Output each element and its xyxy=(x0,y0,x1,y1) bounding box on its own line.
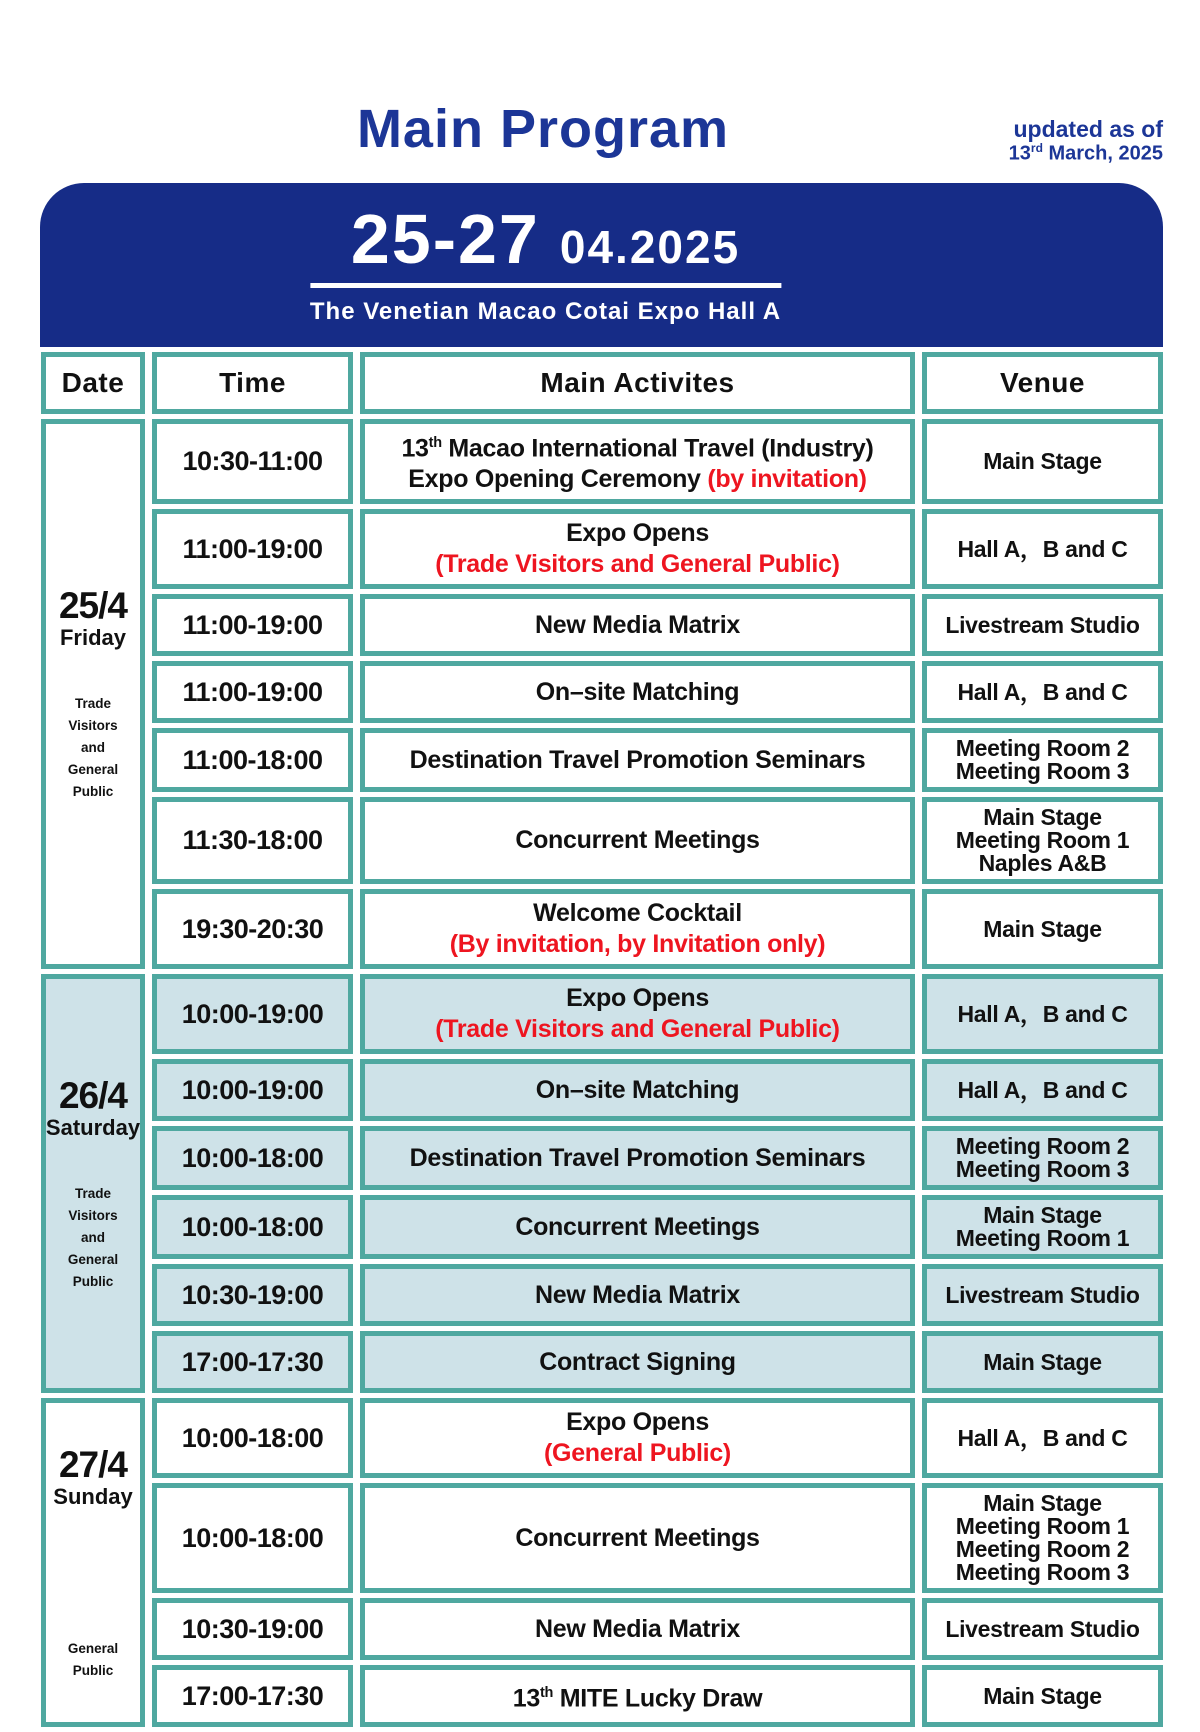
venue-line: Meeting Room 2 xyxy=(955,1133,1130,1160)
activity-line xyxy=(408,464,866,495)
header-cell-date: Date xyxy=(41,352,145,414)
activity-cell xyxy=(360,1264,915,1326)
date-label: 26/4 xyxy=(58,1074,127,1116)
venue-line: Livestream Studio xyxy=(945,1281,1140,1308)
activity-cell xyxy=(360,1398,915,1478)
activity-line xyxy=(544,1438,731,1469)
time-cell: 10:00-18:00 xyxy=(152,1483,353,1593)
activity-cell xyxy=(360,661,915,723)
time-cell: 10:30-11:00 xyxy=(152,419,353,504)
text-segment: Macao International Travel (Industry) xyxy=(441,434,874,463)
activity-cell xyxy=(360,594,915,656)
header-cell-main-activites: Main Activites xyxy=(360,352,915,414)
activity-cell xyxy=(360,974,915,1054)
time-cell: 10:00-18:00 xyxy=(152,1126,353,1190)
day-section-27-4 xyxy=(41,1398,1163,1727)
audience-line: and xyxy=(80,1229,105,1245)
ordinal-superscript: th xyxy=(428,435,442,451)
activity-line xyxy=(536,677,740,708)
text-segment: Destination Travel Promotion Seminars xyxy=(409,1143,866,1172)
activity-line xyxy=(513,1678,762,1714)
venue-cell xyxy=(922,889,1163,969)
page-title: Main Program xyxy=(356,99,730,160)
activity-line xyxy=(566,518,709,549)
venue-line: Meeting Room 1 xyxy=(955,827,1130,854)
updated-note-date: 13rd March, 2025 xyxy=(1008,141,1163,166)
text-segment: Concurrent Meetings xyxy=(515,1212,760,1241)
venue-line: Main Stage xyxy=(983,1202,1102,1229)
venue-cell xyxy=(922,1398,1163,1478)
text-segment: On–site Matching xyxy=(535,677,740,706)
activity-line xyxy=(535,1280,740,1311)
activity-line xyxy=(535,610,740,641)
venue-cell xyxy=(922,797,1163,884)
audience-label xyxy=(54,1638,132,1682)
text-segment: Destination Travel Promotion Seminars xyxy=(409,745,866,774)
venue-line: Meeting Room 2 xyxy=(955,735,1130,762)
text-segment: Concurrent Meetings xyxy=(515,826,760,855)
ordinal-superscript: rd xyxy=(1030,141,1043,156)
text-segment: On–site Matching xyxy=(535,1075,740,1104)
banner-divider xyxy=(310,283,781,288)
time-cell: 10:00-19:00 xyxy=(152,974,353,1054)
event-banner xyxy=(40,183,1163,347)
activity-line xyxy=(401,428,873,464)
activity-line xyxy=(450,929,826,960)
venue-line: Main Stage xyxy=(983,1682,1102,1709)
text-segment: Concurrent Meetings xyxy=(515,1523,760,1552)
activity-cell xyxy=(360,1331,915,1393)
venue-cell xyxy=(922,1598,1163,1660)
venue-line: Main Stage xyxy=(983,448,1102,475)
activity-line xyxy=(435,1014,839,1045)
activity-line xyxy=(515,1212,759,1243)
activity-line xyxy=(515,825,759,856)
time-cell: 11:00-19:00 xyxy=(152,661,353,723)
event-date-range: 25-27 xyxy=(350,200,540,278)
activity-line xyxy=(539,1347,736,1378)
time-cell: 10:00-18:00 xyxy=(152,1398,353,1478)
updated-note-line1: updated as of xyxy=(1013,116,1163,142)
table-header-row xyxy=(41,352,1163,414)
event-banner-content xyxy=(310,183,781,332)
time-cell: 11:30-18:00 xyxy=(152,797,353,884)
venue-cell xyxy=(922,1195,1163,1259)
time-cell: 11:00-18:00 xyxy=(152,728,353,792)
text-segment: New Media Matrix xyxy=(535,1614,740,1643)
ordinal-superscript: th xyxy=(539,1685,554,1702)
date-label: 25/4 xyxy=(58,585,127,627)
header-cell-venue: Venue xyxy=(922,352,1163,414)
text-segment: 13 xyxy=(512,1684,540,1713)
day-label: Friday xyxy=(59,625,127,651)
program-table xyxy=(41,352,1163,1732)
time-cell: 17:00-17:30 xyxy=(152,1331,353,1393)
venue-cell xyxy=(922,1126,1163,1190)
text-segment: 13 xyxy=(401,434,429,463)
venue-line: Hall A，B and C xyxy=(957,678,1128,705)
venue-line: Meeting Room 3 xyxy=(955,758,1130,785)
venue-line: Main Stage xyxy=(983,804,1102,831)
text-segment: Expo Opens xyxy=(566,519,709,548)
venue-cell xyxy=(922,1331,1163,1393)
venue-cell xyxy=(922,1665,1163,1727)
highlighted-text: (General Public) xyxy=(544,1439,731,1468)
venue-line: Livestream Studio xyxy=(945,611,1140,638)
date-cell xyxy=(41,1398,145,1727)
activity-cell xyxy=(360,728,915,792)
activity-cell xyxy=(360,1598,915,1660)
text-segment: MITE Lucky Draw xyxy=(553,1684,763,1713)
audience-line: Trade Visitors xyxy=(68,1185,118,1223)
day-section-25-4 xyxy=(41,419,1163,969)
venue-line: Main Stage xyxy=(983,1348,1102,1375)
audience-line: Trade Visitors xyxy=(68,696,118,734)
event-venue-line: The Venetian Macao Cotai Expo Hall A xyxy=(309,298,782,325)
venue-line: Hall A，B and C xyxy=(957,1076,1128,1103)
activity-line xyxy=(410,745,866,776)
venue-line: Hall A，B and C xyxy=(957,535,1128,562)
date-cell xyxy=(41,419,145,969)
venue-cell xyxy=(922,1264,1163,1326)
venue-line: Meeting Room 1 xyxy=(955,1513,1130,1540)
venue-line: Meeting Room 3 xyxy=(955,1156,1130,1183)
activity-cell xyxy=(360,889,915,969)
day-section-26-4 xyxy=(41,974,1163,1393)
text-segment: Expo Opening Ceremony xyxy=(408,465,708,494)
time-cell: 10:30-19:00 xyxy=(152,1598,353,1660)
audience-line: and xyxy=(80,740,105,756)
highlighted-text: (By invitation, by Invitation only) xyxy=(449,930,826,959)
activity-line xyxy=(533,898,742,929)
venue-cell xyxy=(922,594,1163,656)
venue-cell xyxy=(922,509,1163,589)
audience-line: General Public xyxy=(67,1640,119,1678)
time-cell: 11:00-19:00 xyxy=(152,509,353,589)
activity-cell xyxy=(360,1483,915,1593)
venue-line: Meeting Room 1 xyxy=(955,1225,1130,1252)
highlighted-text: (Trade Visitors and General Public) xyxy=(435,1015,840,1044)
audience-label xyxy=(54,693,132,803)
audience-line: General Public xyxy=(67,1251,119,1289)
activity-line xyxy=(566,1407,709,1438)
activity-cell xyxy=(360,1195,915,1259)
time-cell: 10:00-18:00 xyxy=(152,1195,353,1259)
venue-cell xyxy=(922,1483,1163,1593)
time-cell: 19:30-20:30 xyxy=(152,889,353,969)
time-cell: 10:30-19:00 xyxy=(152,1264,353,1326)
text-segment: Contract Signing xyxy=(539,1347,736,1376)
activity-line xyxy=(515,1523,759,1554)
activity-cell xyxy=(360,1126,915,1190)
venue-line: Main Stage xyxy=(983,1490,1102,1517)
day-label: Saturday xyxy=(45,1114,141,1140)
audience-label xyxy=(54,1183,132,1293)
venue-line: Hall A，B and C xyxy=(957,1424,1128,1451)
date-cell xyxy=(41,974,145,1393)
venue-cell xyxy=(922,661,1163,723)
activity-cell xyxy=(360,509,915,589)
venue-line: Meeting Room 2 xyxy=(955,1536,1130,1563)
activity-line xyxy=(536,1075,740,1106)
date-label: 27/4 xyxy=(58,1443,127,1485)
venue-line: Main Stage xyxy=(983,915,1102,942)
activity-cell xyxy=(360,797,915,884)
venue-cell xyxy=(922,974,1163,1054)
activity-line xyxy=(410,1143,866,1174)
activity-cell xyxy=(360,419,915,504)
highlighted-text: (Trade Visitors and General Public) xyxy=(435,550,840,579)
audience-line: General Public xyxy=(67,762,119,800)
venue-cell xyxy=(922,419,1163,504)
venue-line: Hall A，B and C xyxy=(957,1000,1128,1027)
activity-line xyxy=(435,549,839,580)
text-segment: New Media Matrix xyxy=(535,1280,740,1309)
activity-line xyxy=(535,1614,740,1645)
text-segment: Expo Opens xyxy=(566,1408,709,1437)
time-cell: 11:00-19:00 xyxy=(152,594,353,656)
venue-line: Naples A&B xyxy=(978,850,1107,877)
time-cell: 10:00-19:00 xyxy=(152,1059,353,1121)
day-label: Sunday xyxy=(53,1483,133,1509)
text-segment: Welcome Cocktail xyxy=(533,899,742,928)
updated-note xyxy=(1009,116,1163,166)
time-cell: 17:00-17:30 xyxy=(152,1665,353,1727)
activity-cell xyxy=(360,1665,915,1727)
text-segment: Expo Opens xyxy=(566,984,709,1013)
text-segment: New Media Matrix xyxy=(535,610,740,639)
venue-cell xyxy=(922,728,1163,792)
event-dates xyxy=(310,199,781,279)
activity-cell xyxy=(360,1059,915,1121)
venue-line: Meeting Room 3 xyxy=(955,1559,1130,1586)
venue-cell xyxy=(922,1059,1163,1121)
activity-line xyxy=(566,983,709,1014)
header-cell-time: Time xyxy=(152,352,353,414)
venue-line: Livestream Studio xyxy=(945,1615,1140,1642)
event-month-year: 04.2025 xyxy=(559,221,741,273)
highlighted-text: (by invitation) xyxy=(707,465,867,494)
